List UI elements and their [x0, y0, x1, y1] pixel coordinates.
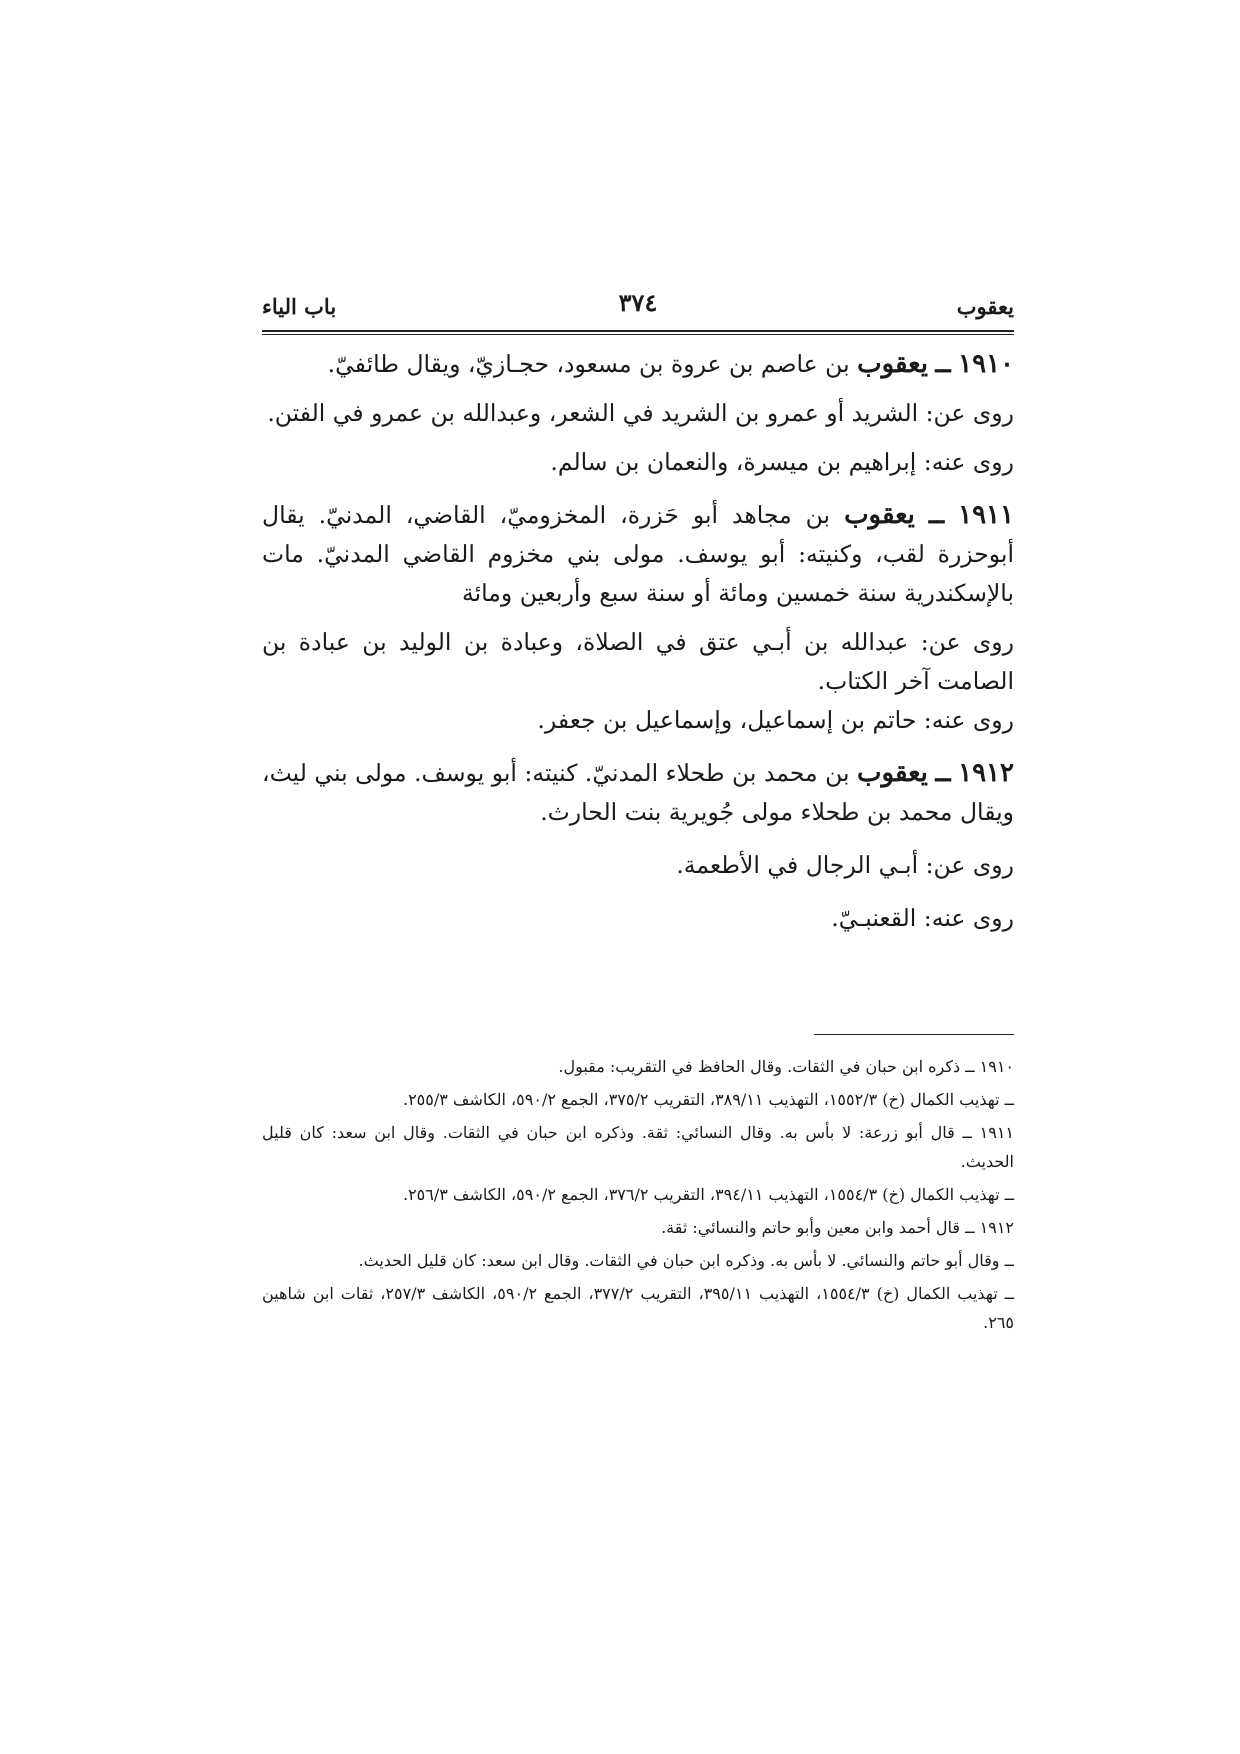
footnote-1911: ١٩١١ ــ قال أبو زرعة: لا بأس به. وقال النسائي: ثقة. وذكره ابن حبان في الثقات. وقال ابن سعد: كان قليل الحديث.: [262, 1123, 1015, 1171]
footnote-1912-sources: ــ تهذيب الكمال (خ) ١٥٥٤/٣، التهذيب ٣٩٥/١١، التقريب ٣٧٧/٢، الجمع ٥٩٠/٢، الكاشف ٢٥٧/٣، ثقات ابن شاهين ٢٦٥.: [262, 1284, 1015, 1332]
header-rule-thin: [262, 334, 1014, 335]
footnote-rule: [814, 1034, 1014, 1035]
entry-number: ١٩١٠: [958, 349, 1014, 379]
entry-name: يعقوب: [844, 500, 915, 530]
entry-1912-rawa-an: روى عن: أبـي الرجال في الأطعمة.: [676, 851, 1014, 879]
entry-1910-rawa-anhu: روى عنه: إبراهيم بن ميسرة، والنعمان بن سالم.: [550, 448, 1014, 476]
entry-1910-rawa-an: روى عن: الشريد أو عمرو بن الشريد في الشعر، وعبدالله بن عمرو في الفتن.: [267, 399, 1014, 427]
footnote-1912: ١٩١٢ ــ قال أحمد وابن معين وأبو حاتم والنسائي: ثقة.: [661, 1218, 1014, 1237]
running-header: [262, 286, 1014, 326]
header-rule: [262, 330, 1014, 332]
footnote-1911-sources: ــ تهذيب الكمال (خ) ١٥٥٤/٣، التهذيب ٣٩٤/١١، التقريب ٣٧٦/٢، الجمع ٥٩٠/٢، الكاشف ٢٥٦/٣.: [402, 1185, 1014, 1204]
entry-bio: بن محمد بن طحلاء المدنيّ. كنيته: أبو يوسف. مولى بني ليث، ويقال محمد بن طحلاء مولى جُويرية بنت الحارث.: [262, 759, 1014, 826]
main-text: [262, 345, 1014, 938]
entry-name: يعقوب: [857, 758, 928, 788]
footnotes: [262, 1052, 1014, 1341]
entry-1910: [262, 345, 1014, 384]
entry-1912-rawa-anhu: روى عنه: القعنبـيّ.: [831, 904, 1014, 932]
entry-1911-rawa-anhu: روى عنه: حاتم بن إسماعيل، وإسماعيل بن جعفر.: [537, 706, 1014, 734]
entry-number: ١٩١٢: [958, 758, 1014, 788]
entry-bio: بن مجاهد أبو حَزرة، المخزوميّ، القاضي، المدنيّ. يقال أبوحزرة لقب، وكنيته: أبو يوسف. مولى بني مخزوم القاضي المدنيّ. مات بالإسكندرية سنة خمسين ومائة أو سنة سبع وأربعين ومائة: [262, 501, 1014, 607]
entry-1911: [262, 496, 1014, 613]
entry-dash: ــ: [928, 500, 945, 530]
entry-1911-rawa-an: روى عن: عبدالله بن أبـي عتق في الصلاة، وعبادة بن الوليد بن عبادة بن الصامت آخر الكتاب.: [262, 628, 1014, 695]
entry-name: يعقوب: [857, 349, 928, 379]
entry-bio: بن عاصم بن عروة بن مسعود، حجـازيّ، ويقال طائفيّ.: [327, 350, 850, 378]
entry-number: ١٩١١: [958, 500, 1014, 530]
book-page: [262, 0, 1014, 1754]
entry-1912: [262, 754, 1014, 832]
entry-dash: ــ: [935, 349, 951, 379]
footnote-1912-note: ــ وقال أبو حاتم والنسائي. لا بأس به. وذكره ابن حبان في الثقات. وقال ابن سعد: كان قليل الحديث.: [358, 1251, 1014, 1270]
footnote-1910-sources: ــ تهذيب الكمال (خ) ١٥٥٢/٣، التهذيب ٣٨٩/١١، التقريب ٣٧٥/٢، الجمع ٥٩٠/٢، الكاشف ٢٥٥/٣.: [402, 1090, 1014, 1109]
header-right-title: يعقوب: [956, 293, 1014, 319]
header-left-title: باب الياء: [262, 293, 337, 319]
entry-dash: ــ: [935, 758, 951, 788]
page-number: ٣٧٤: [618, 288, 658, 317]
footnote-1910: ١٩١٠ ــ ذكره ابن حبان في الثقات. وقال الحافظ في التقريب: مقبول.: [558, 1057, 1014, 1076]
